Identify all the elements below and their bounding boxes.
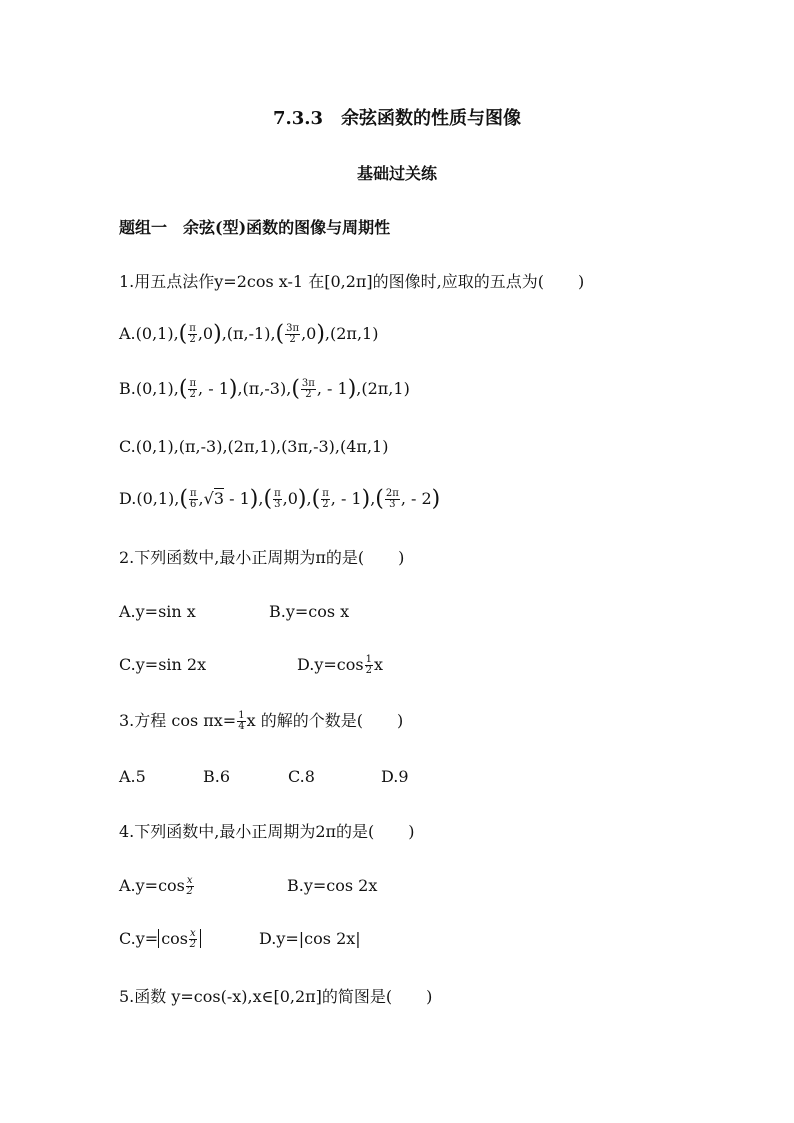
question-text: 4.下列函数中,最小正周期为2π的是( bbox=[119, 822, 375, 841]
option-text: , bbox=[198, 489, 204, 508]
numerator: π bbox=[274, 488, 281, 499]
question-4-option-a[interactable] bbox=[119, 875, 287, 897]
option-label: D. bbox=[119, 489, 137, 508]
option-text: (0,1), bbox=[135, 324, 179, 343]
question-5-stem bbox=[119, 986, 432, 1008]
close-paren: ) bbox=[396, 711, 404, 730]
question-2-option-a[interactable]: A.y=sin x bbox=[119, 602, 196, 621]
question-1-option-b[interactable] bbox=[119, 378, 410, 401]
fraction bbox=[188, 324, 197, 345]
denominator: 4 bbox=[238, 721, 245, 732]
fraction bbox=[301, 379, 316, 400]
option-label: A. bbox=[119, 324, 136, 343]
numerator: 2π bbox=[385, 488, 399, 499]
section-number: 7.3.3 bbox=[272, 108, 324, 129]
comma: , bbox=[258, 489, 264, 508]
fraction bbox=[365, 655, 373, 676]
comma: , bbox=[370, 489, 376, 508]
option-label: B. bbox=[119, 379, 136, 398]
numerator: 1 bbox=[365, 654, 372, 665]
question-text: x 的解的个数是( bbox=[246, 711, 363, 730]
denominator: 6 bbox=[190, 499, 197, 510]
close-paren: ) bbox=[577, 272, 585, 291]
open-paren: ( bbox=[178, 376, 188, 402]
open-paren: ( bbox=[311, 486, 321, 512]
group-heading: 题组一 余弦(型)函数的图像与周期性 bbox=[119, 218, 391, 237]
question-4-options-row-2 bbox=[119, 928, 361, 950]
fraction bbox=[237, 711, 245, 732]
option-text: ,(2π,1) bbox=[324, 324, 379, 343]
open-paren: ( bbox=[263, 486, 273, 512]
question-3-options bbox=[119, 766, 409, 788]
question-3-option-a[interactable]: A.5 bbox=[119, 767, 146, 786]
question-2-option-b[interactable]: B.y=cos x bbox=[269, 602, 350, 621]
question-2-option-c[interactable]: C.y=sin 2x bbox=[119, 655, 207, 674]
question-3-option-b[interactable]: B.6 bbox=[203, 767, 231, 786]
numerator: x bbox=[186, 875, 193, 886]
option-text: (0,1), bbox=[135, 379, 179, 398]
denominator: 3 bbox=[274, 499, 281, 510]
denominator: 3 bbox=[389, 499, 396, 510]
page-subtitle: 基础过关练 bbox=[356, 164, 437, 183]
option-text: ,(π,-1), bbox=[221, 324, 276, 343]
denominator: 2 bbox=[289, 334, 296, 345]
question-2-stem bbox=[119, 547, 404, 569]
fraction bbox=[273, 489, 282, 510]
option-text: , - 1 bbox=[316, 379, 348, 398]
open-paren: ( bbox=[179, 486, 188, 512]
denominator: 2 bbox=[186, 886, 193, 897]
question-text: 5.函数 y=cos(-x),x∈[0,2π]的简图是( bbox=[119, 987, 393, 1006]
question-4-stem bbox=[119, 821, 415, 843]
question-text: 1.用五点法作y=2cos x-1 在[0,2π]的图像时,应取的五点为( bbox=[119, 272, 544, 291]
option-text: , - 2 bbox=[400, 489, 432, 508]
open-paren: ( bbox=[275, 321, 285, 347]
close-paren-big: ) bbox=[361, 486, 371, 512]
numerator: π bbox=[189, 323, 196, 334]
close-paren-big: ) bbox=[316, 321, 325, 347]
option-text: ,0 bbox=[301, 324, 317, 343]
fraction bbox=[186, 876, 194, 897]
close-paren-big: ) bbox=[431, 486, 441, 512]
question-3-option-d[interactable]: D.9 bbox=[381, 767, 409, 786]
denominator: 2 bbox=[189, 334, 196, 345]
option-text: , - 1 bbox=[198, 379, 229, 398]
question-2-option-d[interactable] bbox=[297, 654, 383, 676]
fraction bbox=[189, 489, 198, 510]
sqrt-symbol: √ bbox=[203, 489, 214, 508]
section-title: 余弦函数的性质与图像 bbox=[341, 108, 522, 129]
option-text: (0,1), bbox=[136, 489, 180, 508]
radicand: 3 bbox=[213, 489, 225, 508]
denominator: 2 bbox=[305, 389, 312, 400]
option-text: ,0 bbox=[282, 489, 298, 508]
absolute-value bbox=[158, 929, 200, 948]
close-paren-big: ) bbox=[249, 486, 259, 512]
denominator: 2 bbox=[365, 665, 372, 676]
fraction bbox=[189, 929, 197, 950]
option-text: , - 1 bbox=[330, 489, 362, 508]
fraction bbox=[285, 324, 300, 345]
option-text: ,(2π,1) bbox=[356, 379, 410, 398]
fraction bbox=[385, 489, 400, 510]
numerator: π bbox=[189, 378, 197, 389]
numerator: π bbox=[189, 488, 197, 499]
question-text: 3.方程 cos πx= bbox=[119, 711, 237, 730]
question-1-stem bbox=[119, 271, 584, 293]
numerator: 3π bbox=[286, 323, 300, 334]
question-4-options-row-1 bbox=[119, 875, 377, 897]
numerator: π bbox=[322, 488, 329, 499]
close-paren-big: ) bbox=[347, 376, 357, 402]
close-paren: ) bbox=[426, 987, 433, 1006]
comma: , bbox=[306, 489, 312, 508]
denominator: 2 bbox=[189, 389, 196, 400]
option-text: A.y=cos bbox=[119, 876, 185, 895]
question-4-option-c[interactable] bbox=[119, 928, 259, 950]
question-4-option-b[interactable]: B.y=cos 2x bbox=[287, 876, 378, 895]
close-paren-big: ) bbox=[213, 321, 222, 347]
question-2-options-row-2 bbox=[119, 654, 383, 676]
close-paren: ) bbox=[398, 548, 405, 567]
open-paren: ( bbox=[291, 376, 300, 402]
option-text: D.y=cos bbox=[297, 655, 364, 674]
close-paren-big: ) bbox=[297, 486, 307, 512]
denominator: 2 bbox=[189, 939, 197, 950]
page-title bbox=[0, 104, 794, 130]
question-2-options-row-1 bbox=[119, 601, 349, 623]
option-text: ,(π,-3), bbox=[237, 379, 292, 398]
option-text: ,0 bbox=[197, 324, 214, 343]
question-3-option-c[interactable]: C.8 bbox=[288, 767, 315, 786]
numerator: 1 bbox=[238, 710, 245, 721]
fraction bbox=[188, 379, 197, 400]
option-text: x bbox=[373, 655, 383, 674]
fraction bbox=[321, 489, 330, 510]
question-3-stem bbox=[119, 710, 403, 732]
open-paren: ( bbox=[375, 486, 384, 512]
numerator: x bbox=[190, 928, 196, 939]
option-text: cos bbox=[161, 929, 189, 948]
close-paren: ) bbox=[408, 822, 415, 841]
question-1-option-c[interactable]: C.(0,1),(π,-3),(2π,1),(3π,-3),(4π,1) bbox=[119, 437, 389, 456]
numerator: 3π bbox=[301, 378, 315, 389]
close-paren-big: ) bbox=[228, 376, 238, 402]
option-text: C.y= bbox=[119, 929, 159, 948]
question-text: 2.下列函数中,最小正周期为π的是( bbox=[119, 548, 365, 567]
question-1-option-d[interactable] bbox=[119, 488, 440, 511]
question-4-option-d[interactable]: D.y=|cos 2x| bbox=[259, 929, 361, 948]
option-text: - 1 bbox=[224, 489, 250, 508]
open-paren: ( bbox=[178, 321, 188, 347]
denominator: 2 bbox=[322, 499, 329, 510]
question-1-option-a[interactable] bbox=[119, 323, 378, 346]
